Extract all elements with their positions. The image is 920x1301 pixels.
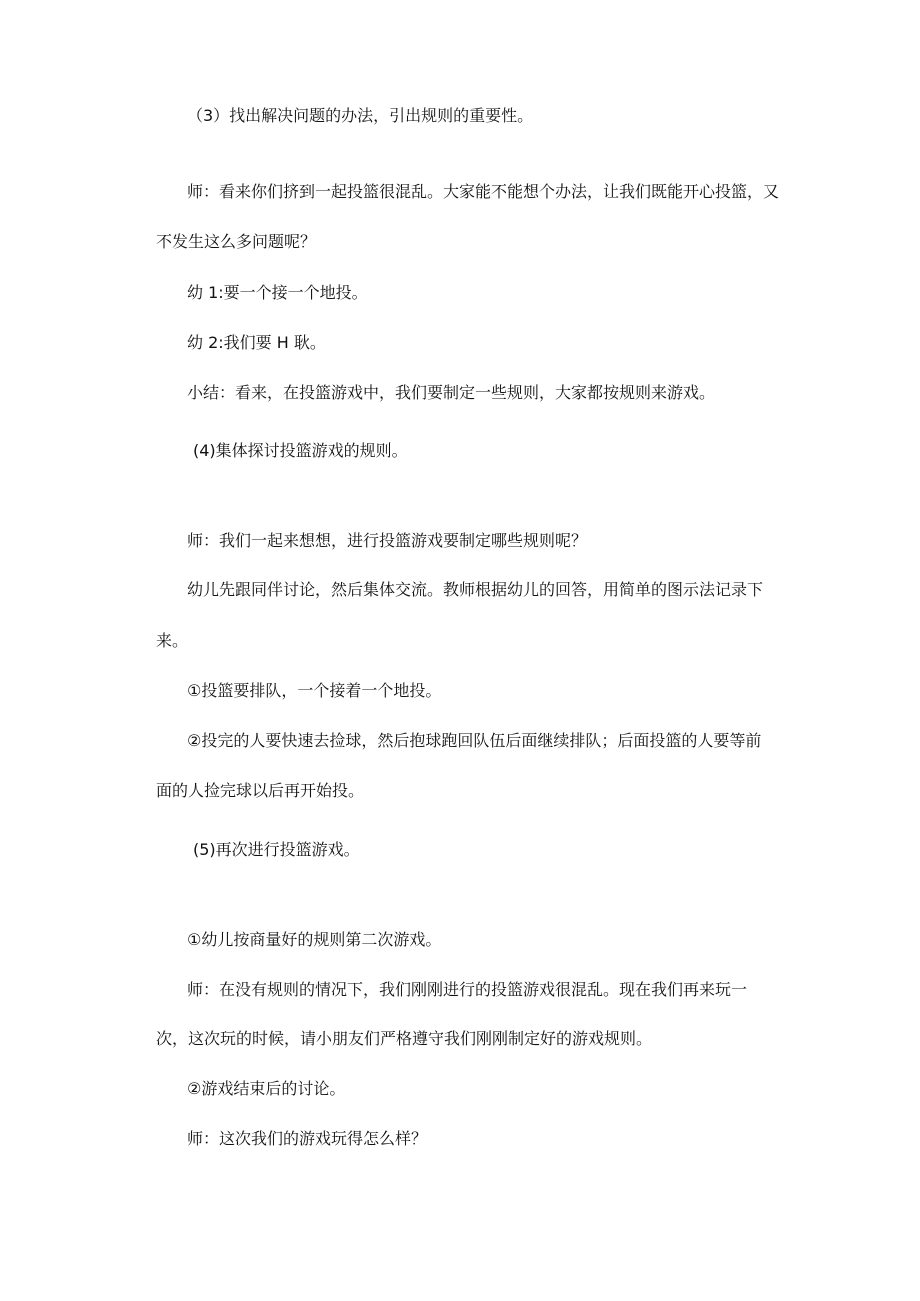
- paragraph-line: 师：这次我们的游戏玩得怎么样？: [187, 1129, 428, 1148]
- paragraph-line: 次，这次玩的时候，请小朋友们严格遵守我们刚刚制定好的游戏规则。: [156, 1029, 653, 1048]
- paragraph-line: 来。: [156, 631, 189, 650]
- paragraph-line: 不发生这么多问题呢？: [156, 232, 317, 251]
- paragraph-line: 幼儿先跟同伴讨论，然后集体交流。教师根据幼儿的回答，用简单的图示法记录下: [187, 580, 764, 599]
- paragraph-line: 师：在没有规则的情况下，我们刚刚进行的投篮游戏很混乱。现在我们再来玩一: [187, 980, 748, 999]
- list-item: ②投完的人要快速去捡球，然后抱球跑回队伍后面继续排队；后面投篮的人要等前: [187, 731, 762, 750]
- paragraph-line: 面的人捡完球以后再开始投。: [156, 781, 365, 800]
- paragraph-line: 师：看来你们挤到一起投篮很混乱。大家能不能想个办法，让我们既能开心投篮，又: [187, 182, 780, 201]
- section-heading-5: (5)再次进行投篮游戏。: [193, 840, 360, 859]
- paragraph-line: 幼 1:要一个接一个地投。: [187, 283, 368, 302]
- paragraph-line: 师：我们一起来想想，进行投篮游戏要制定哪些规则呢？: [187, 531, 588, 550]
- section-heading-4: (4)集体探讨投篮游戏的规则。: [193, 441, 408, 460]
- section-heading-3: （3）找出解决问题的办法，引出规则的重要性。: [187, 106, 534, 125]
- list-item: ②游戏结束后的讨论。: [187, 1079, 346, 1098]
- paragraph-line: 幼 2:我们要 H 耿。: [187, 333, 326, 352]
- list-item: ①投篮要排队，一个接着一个地投。: [187, 681, 442, 700]
- paragraph-line: 小结：看来，在投篮游戏中，我们要制定一些规则，大家都按规则来游戏。: [187, 383, 716, 402]
- list-item: ①幼儿按商量好的规则第二次游戏。: [187, 930, 442, 949]
